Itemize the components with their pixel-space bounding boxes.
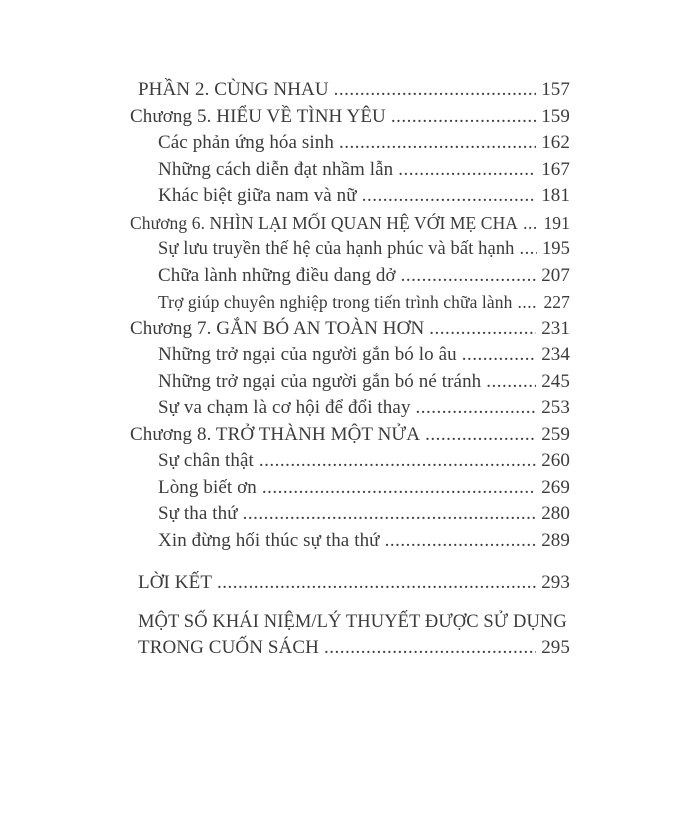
toc-entry-label: Chữa lành những điều dang dở	[158, 264, 396, 286]
leader-dots	[416, 395, 537, 422]
toc-entry-label: Sự lưu truyền thế hệ của hạnh phúc và bất hạnh	[158, 239, 515, 259]
leader-dots	[259, 448, 536, 475]
toc-page-number: 231	[541, 317, 570, 339]
toc-entry	[130, 570, 570, 597]
toc-entry-label: Chương 6. NHÌN LẠI MỐI QUAN HỆ VỚI MẸ CHA	[130, 212, 519, 233]
toc-entry-label: PHẦN 2. CÙNG NHAU	[138, 79, 329, 100]
leader-dots	[429, 316, 536, 343]
leader-dots	[217, 570, 536, 597]
toc-entry-label: Sự chân thật	[158, 450, 254, 471]
toc-page-number: 207	[541, 264, 570, 286]
leader-dots	[324, 635, 536, 662]
toc-page-number: 245	[541, 370, 570, 392]
leader-dots	[486, 369, 536, 396]
toc-page-number: 157	[541, 79, 570, 100]
leader-dots	[243, 501, 537, 528]
toc-entry	[130, 236, 570, 263]
toc-entry	[130, 77, 570, 104]
toc-entry-label: Xin đừng hối thúc sự tha thứ	[158, 529, 380, 551]
toc-entry-label: Những trở ngại của người gắn bó lo âu	[158, 344, 457, 365]
toc-page-number: 162	[541, 132, 570, 153]
toc-entry-label: Sự va chạm là cơ hội để đổi thay	[158, 397, 411, 418]
toc-entry	[130, 130, 570, 157]
leader-dots	[398, 157, 536, 184]
leader-dots	[334, 77, 537, 104]
leader-dots	[385, 528, 537, 555]
toc-page-number: 289	[541, 529, 570, 551]
leader-dots	[391, 104, 536, 131]
toc-page-number: 253	[541, 397, 570, 418]
toc-page-number: 260	[541, 450, 570, 471]
leader-dots	[462, 342, 536, 369]
toc-page-number: 269	[541, 476, 570, 498]
toc-page-number: 295	[541, 637, 570, 658]
leader-dots	[362, 183, 537, 210]
toc-page-number: 234	[541, 344, 570, 365]
leader-dots	[523, 210, 538, 237]
leader-dots	[520, 236, 537, 263]
toc-entry	[130, 395, 570, 422]
toc-entry-label: MỘT SỐ KHÁI NIỆM/LÝ THUYẾT ĐƯỢC SỬ DỤNG	[138, 611, 567, 632]
toc-entry	[130, 369, 570, 396]
toc-page-number: 167	[541, 158, 570, 180]
toc-entry-label: Khác biệt giữa nam và nữ	[158, 185, 357, 206]
toc-entry	[130, 448, 570, 475]
toc-entry-label: Các phản ứng hóa sinh	[158, 132, 334, 153]
toc-entry	[130, 635, 570, 662]
toc-entry-label: Chương 5. HIỂU VỀ TÌNH YÊU	[130, 105, 386, 127]
leader-dots	[339, 130, 536, 157]
toc-entry	[130, 475, 570, 502]
leader-dots	[425, 422, 536, 449]
toc-page-number: 181	[541, 185, 570, 206]
toc-page-number: 191	[543, 212, 570, 233]
toc-entry	[130, 501, 570, 528]
toc-entry	[130, 609, 570, 636]
toc-entry-label: Chương 7. GẮN BÓ AN TOÀN HƠN	[130, 317, 425, 339]
toc-entry	[130, 183, 570, 210]
toc-entry-label: Lòng biết ơn	[158, 476, 257, 498]
toc-page-number: 259	[541, 423, 570, 445]
toc-entry	[130, 422, 570, 449]
toc-page-number: 280	[541, 503, 570, 524]
toc-page-number: 195	[541, 239, 570, 259]
toc-entry	[130, 316, 570, 343]
toc-entry	[130, 289, 570, 316]
toc-entry	[130, 210, 570, 237]
toc-entry-label: Trợ giúp chuyên nghiệp trong tiến trình chữa lành	[158, 292, 513, 312]
toc-entry	[130, 104, 570, 131]
toc-page-number: 159	[541, 105, 570, 127]
toc-list	[130, 77, 570, 662]
toc-page-number: 227	[543, 292, 570, 312]
toc-entry	[130, 157, 570, 184]
leader-dots	[401, 263, 537, 290]
toc-page-number: 293	[541, 572, 570, 593]
toc-entry	[130, 342, 570, 369]
toc-entry-label: TRONG CUỐN SÁCH	[138, 637, 319, 658]
toc-entry-label: Sự tha thứ	[158, 503, 238, 524]
toc-entry-label: Chương 8. TRỞ THÀNH MỘT NỬA	[130, 423, 421, 445]
toc-entry	[130, 263, 570, 290]
toc-entry	[130, 528, 570, 555]
leader-dots	[262, 475, 536, 502]
toc-entry-label: Những trở ngại của người gắn bó né tránh	[158, 370, 482, 392]
toc-entry-label: Những cách diễn đạt nhầm lẫn	[158, 158, 394, 180]
toc-entry-label: LỜI KẾT	[138, 572, 213, 593]
leader-dots	[517, 289, 538, 316]
